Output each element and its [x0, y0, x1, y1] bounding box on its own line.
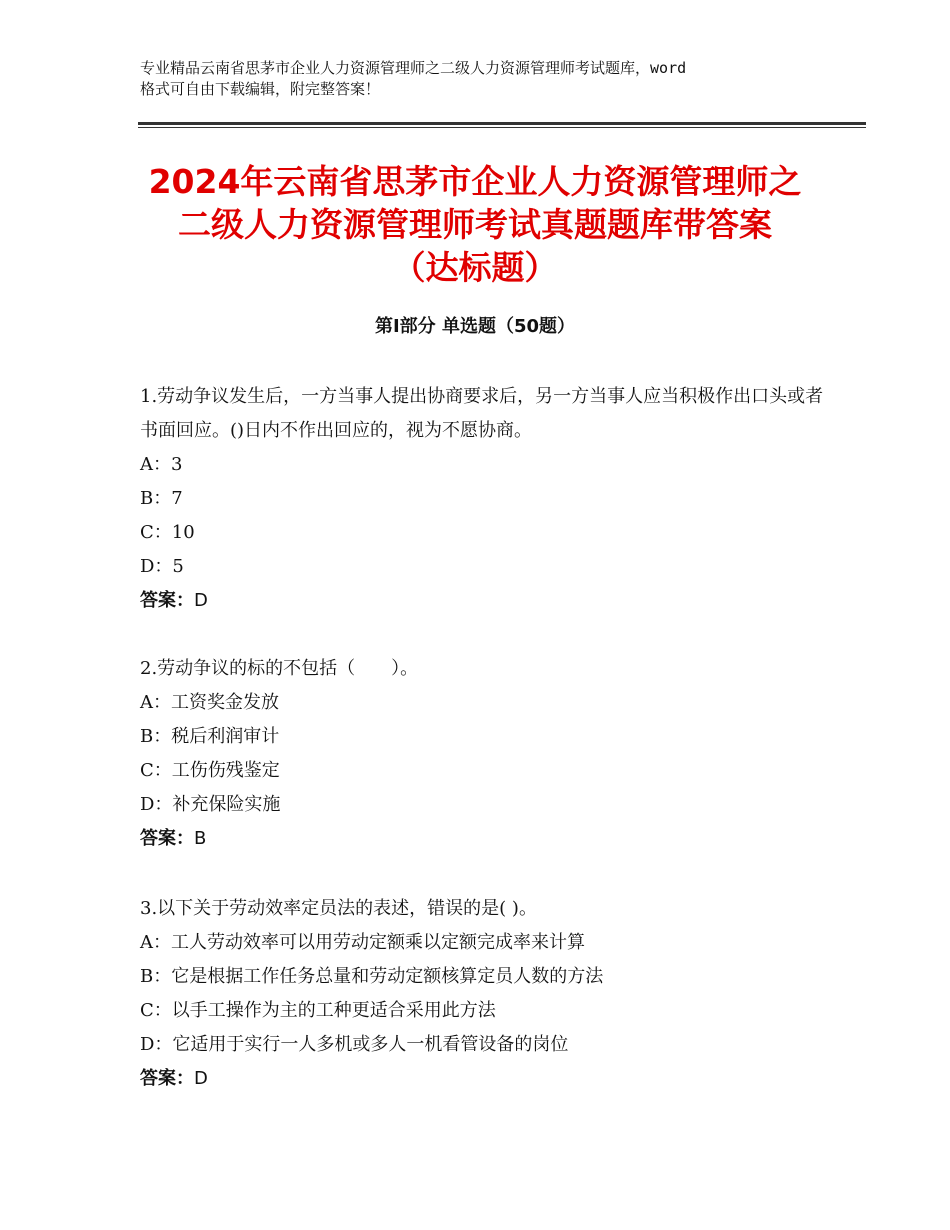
option-d: D：它适用于实行一人多机或多人一机看管设备的岗位	[140, 1034, 569, 1055]
answer-label: 答案：	[140, 590, 194, 611]
document-title-line-2: 二级人力资源管理师考试真题题库带答案	[178, 205, 772, 244]
option-b: B：它是根据工作任务总量和劳动定额核算定员人数的方法	[140, 966, 604, 987]
document-title-line-1: 2024年云南省思茅市企业人力资源管理师之	[148, 162, 802, 201]
option-a: A：3	[140, 454, 183, 475]
answer-label: 答案：	[140, 1068, 194, 1089]
question-1	[140, 380, 840, 618]
question-stem: 1.劳动争议发生后，一方当事人提出协商要求后，另一方当事人应当积极作出口头或者书面回应。()日内不作出回应的，视为不愿协商。	[140, 386, 824, 441]
option-d: D：5	[140, 556, 184, 577]
document-title	[100, 160, 850, 289]
header-note-line-2: 格式可自由下载编辑，附完整答案！	[140, 80, 381, 98]
header-divider-thick	[138, 122, 866, 125]
option-d: D：补充保险实施	[140, 794, 281, 815]
header-divider-thin	[138, 127, 866, 128]
section-title: 第Ⅰ部分 单选题（50题）	[374, 316, 575, 337]
header-note	[140, 58, 820, 100]
question-3	[140, 892, 840, 1096]
answer-label: 答案：	[140, 828, 194, 849]
question-stem: 3.以下关于劳动效率定员法的表述，错误的是( )。	[140, 898, 537, 919]
header-note-line-1: 专业精品云南省思茅市企业人力资源管理师之二级人力资源管理师考试题库，word	[140, 59, 687, 77]
answer-value: D	[194, 590, 208, 611]
answer-line	[140, 1062, 840, 1096]
answer-line	[140, 584, 840, 618]
option-a: A：工资奖金发放	[140, 692, 279, 713]
option-b: B：7	[140, 488, 183, 509]
answer-line	[140, 822, 840, 856]
document-title-line-3: （达标题）	[392, 248, 558, 287]
option-c: C：10	[140, 522, 195, 543]
option-c: C：以手工操作为主的工种更适合采用此方法	[140, 1000, 496, 1021]
question-stem: 2.劳动争议的标的不包括（ ）。	[140, 658, 419, 679]
option-a: A：工人劳动效率可以用劳动定额乘以定额完成率来计算	[140, 932, 585, 953]
option-b: B：税后利润审计	[140, 726, 280, 747]
option-c: C：工伤伤残鉴定	[140, 760, 280, 781]
question-2	[140, 652, 840, 856]
answer-value: D	[194, 1068, 208, 1089]
answer-value: B	[194, 828, 207, 849]
